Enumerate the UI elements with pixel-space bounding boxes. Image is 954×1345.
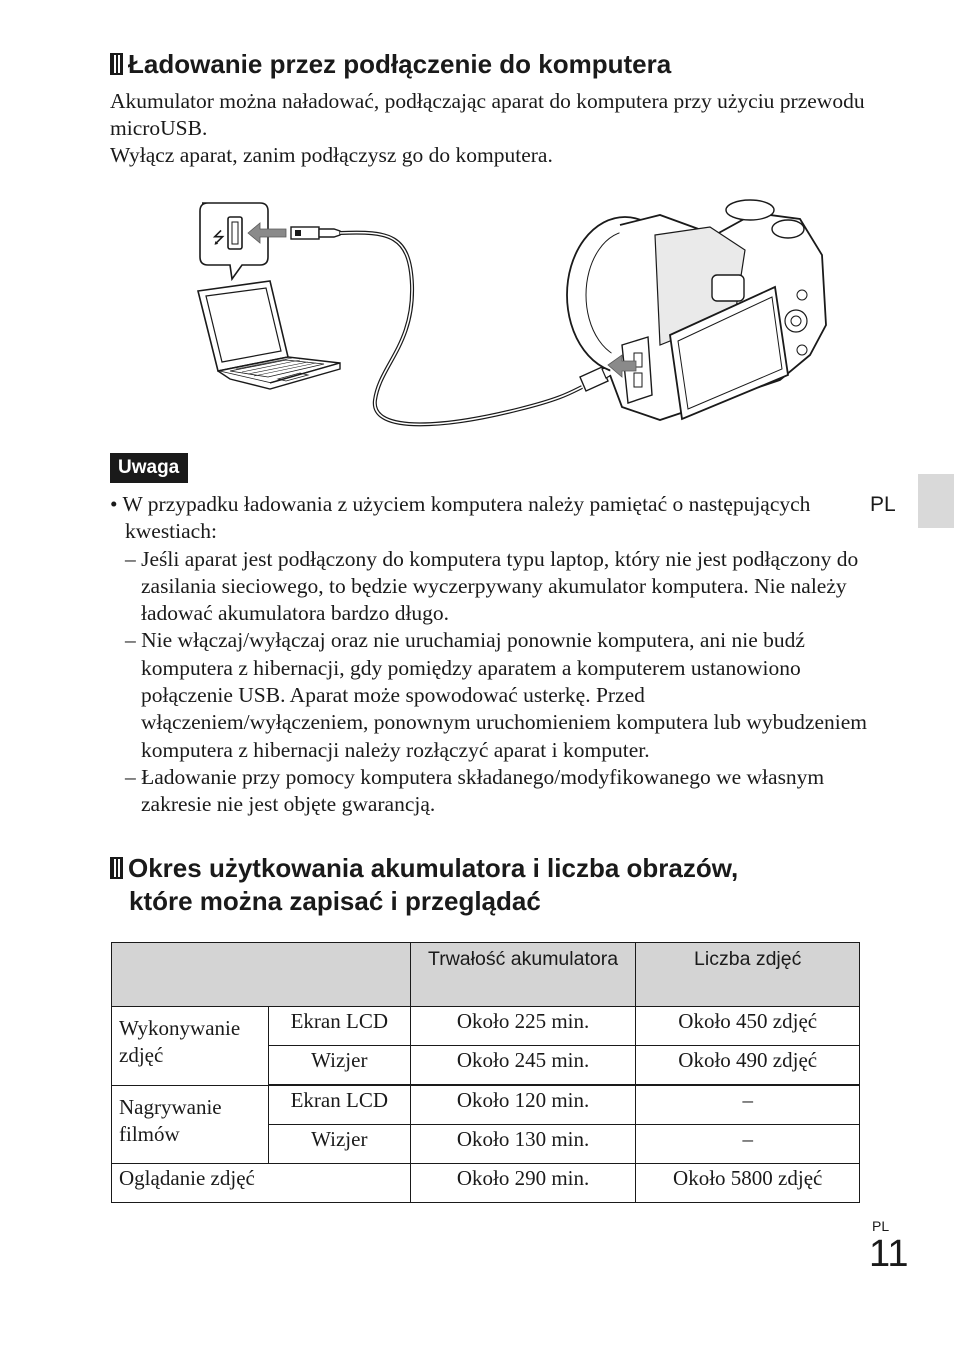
usb-port-icon	[200, 203, 286, 279]
table-cell-duration: Około 290 min.	[410, 1164, 636, 1203]
table-cell-count: –	[636, 1085, 860, 1125]
note-item: – Ładowanie przy pomocy komputera składanego/modyfikowanego we własnym zakresie nie jest objęte gwarancją.	[125, 764, 825, 817]
table-cell-mode: Wizjer	[268, 1125, 410, 1164]
note-item-text: Ładowanie przy pomocy komputera składanego/modyfikowanego we własnym zakresie nie jest objęte gwarancją.	[141, 764, 825, 817]
note-bullet-text: W przypadku ładowania z użyciem komputera należy pamiętać o następujących kwestiach:	[122, 492, 811, 544]
intro-paragraph: Wyłącz aparat, zanim podłączysz go do komputera.	[110, 143, 553, 167]
note-item: – Jeśli aparat jest podłączony do komputera typu laptop, który nie jest podłączony do zasilania sieciowego, to będzie wyczerpywany akumulator komputera. Nie należy ładować akumulatora bardzo długo.	[125, 546, 859, 626]
table-row	[112, 1085, 860, 1125]
table-cell-duration: Około 225 min.	[410, 1007, 636, 1046]
battery-life-table	[111, 942, 860, 1203]
usb-cable-icon	[291, 227, 617, 424]
note-label: Uwaga	[110, 453, 188, 483]
table-group-label: Oglądanie zdjęć	[112, 1164, 411, 1203]
table-cell-count: Około 5800 zdjęć	[636, 1164, 860, 1203]
table-cell-mode: Wizjer	[268, 1046, 410, 1086]
camera-icon	[567, 200, 826, 420]
note-bullet: • W przypadku ładowania z użyciem komputera należy pamiętać o następujących kwestiach:	[110, 492, 811, 544]
table-cell-duration: Około 120 min.	[410, 1085, 636, 1125]
note-item-text: Nie włączaj/wyłączaj oraz nie uruchamiaj ponownie komputera, ani nie budź komputera z hibernacji, gdy pomiędzy aparatem a komputerem ustanowiono połączenie USB. Aparat może spowodować usterkę. Przed włączeniem/wyłączeniem, ponownym uruchomieniem komputera lub wybudzeniem komputera z hibernacji należy rozłączyć aparat i komputer.	[141, 628, 867, 762]
usb-connection-illustration	[190, 195, 840, 440]
footer-language: PL	[872, 1218, 890, 1234]
heading-marker-icon	[110, 53, 123, 75]
table-header-empty	[112, 943, 411, 1007]
note-list	[110, 491, 870, 819]
section-heading-battery-life	[110, 852, 738, 918]
table-cell-duration: Około 245 min.	[410, 1046, 636, 1086]
page-number: 11	[869, 1233, 909, 1275]
note-item: – Nie włączaj/wyłączaj oraz nie uruchamiaj ponownie komputera, ani nie budź komputera z hibernacji, gdy pomiędzy aparatem a komputerem ustanowiono połączenie USB. Aparat może spowodować usterkę. Przed włączeniem/wyłączeniem, ponownym uruchomieniem komputera lub wybudzeniem komputera z hibernacji należy rozłączyć aparat i komputer.	[125, 628, 867, 762]
note-item-text: Jeśli aparat jest podłączony do komputera typu laptop, który nie jest podłączony do zasilania sieciowego, to będzie wyczerpywany akumulator komputera. Nie należy ładować akumulatora bardzo długo.	[141, 546, 859, 626]
table-group-label: Nagrywanie filmów	[112, 1085, 269, 1164]
side-language-tab	[918, 474, 954, 528]
section-heading-charging	[110, 48, 671, 81]
table-row	[112, 1007, 860, 1046]
table-cell-mode: Ekran LCD	[268, 1007, 410, 1046]
table-header-cell: Liczba zdjęć	[636, 943, 860, 1007]
laptop-icon	[198, 281, 340, 389]
table-header-row	[112, 943, 860, 1007]
side-language-label: PL	[870, 493, 896, 516]
table-cell-mode: Ekran LCD	[268, 1085, 410, 1125]
heading-marker-icon	[110, 857, 123, 879]
table-header-cell: Trwałość akumulatora	[410, 943, 636, 1007]
intro-paragraph: Akumulator można naładować, podłączając aparat do komputera przy użyciu przewodu microUSB.	[110, 89, 865, 140]
table-cell-count: Około 490 zdjęć	[636, 1046, 860, 1086]
table-cell-count: Około 450 zdjęć	[636, 1007, 860, 1046]
table-cell-count: –	[636, 1125, 860, 1164]
section-title-line2: które można zapisać i przeglądać	[129, 886, 541, 916]
intro-text	[110, 88, 880, 169]
usb-symbol: ⭍	[212, 228, 226, 247]
table-cell-duration: Około 130 min.	[410, 1125, 636, 1164]
section-title: Ładowanie przez podłączenie do komputera	[128, 49, 672, 79]
table-row	[112, 1164, 860, 1203]
table-group-label: Wykonywanie zdjęć	[112, 1007, 269, 1086]
section-title-line1: Okres użytkowania akumulatora i liczba obrazów,	[128, 853, 739, 883]
